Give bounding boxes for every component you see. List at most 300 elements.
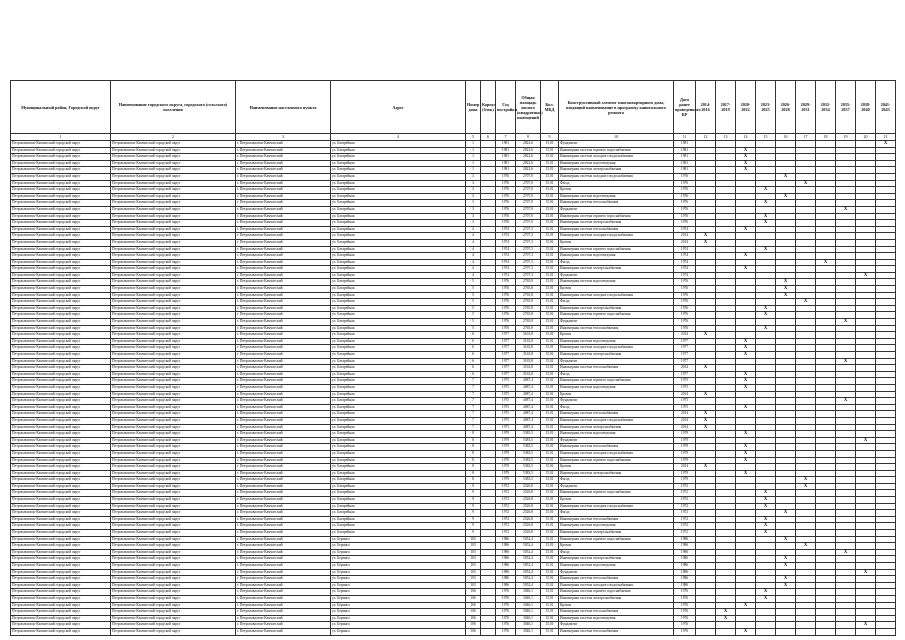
year-mark-cell — [856, 549, 876, 556]
year-mark-cell — [836, 628, 856, 635]
year-mark-cell — [716, 424, 736, 431]
year-mark-cell — [716, 549, 736, 556]
table-cell: Инженерная система горячего водоснабжения — [559, 536, 674, 543]
year-mark-cell — [856, 576, 876, 583]
table-cell: Инженерная система электроснабжения — [559, 352, 674, 359]
table-cell: Инженерная система холодного водоснабжения — [559, 503, 674, 510]
year-mark-cell — [876, 622, 896, 629]
table-cell: ул. Батарейная — [331, 325, 466, 332]
table-cell: Инженерная система электроснабжения — [559, 470, 674, 477]
table-cell: Петропавловск-Камчатский городской округ — [11, 543, 111, 550]
table-cell: 15,01 — [541, 595, 559, 602]
table-cell: 15,01 — [541, 160, 559, 167]
table-cell: г. Петропавловск-Камчатский — [236, 220, 331, 227]
year-mark-cell — [736, 200, 756, 207]
year-mark-cell — [836, 332, 856, 339]
table-cell: 1977 — [496, 371, 516, 378]
table-row — [11, 622, 896, 629]
year-mark-cell — [716, 483, 736, 490]
table-cell — [481, 319, 496, 326]
year-mark-cell — [736, 206, 756, 213]
year-mark-cell — [756, 239, 776, 246]
year-mark-cell — [816, 292, 836, 299]
table-cell: 1 — [466, 147, 481, 154]
table-cell: г. Петропавловск-Камчатский — [236, 510, 331, 517]
table-row — [11, 602, 896, 609]
table-cell: 1976 — [674, 286, 696, 293]
year-mark-cell — [756, 437, 776, 444]
table-cell: г. Петропавловск-Камчатский — [236, 602, 331, 609]
table-cell: Петропавловск-Камчатский городской округ — [11, 206, 111, 213]
year-mark-cell: X — [736, 450, 756, 457]
column-number: 2 — [111, 134, 236, 141]
table-cell: 1976 — [496, 602, 516, 609]
table-row — [11, 464, 896, 471]
year-mark-cell — [756, 319, 776, 326]
year-mark-cell — [716, 319, 736, 326]
year-mark-cell — [876, 470, 896, 477]
year-mark-cell: X — [856, 622, 876, 629]
year-mark-cell — [816, 358, 836, 365]
column-header: Кол. МКД — [541, 81, 559, 134]
table-body — [11, 141, 896, 636]
table-cell — [481, 173, 496, 180]
year-mark-cell — [876, 523, 896, 530]
year-mark-cell: X — [776, 582, 796, 589]
year-mark-cell — [776, 338, 796, 345]
table-cell: г. Петропавловск-Камчатский — [236, 239, 331, 246]
table-cell: ул. Беринга — [331, 536, 466, 543]
year-mark-cell — [856, 384, 876, 391]
table-cell: г. Петропавловск-Камчатский — [236, 193, 331, 200]
table-cell: 5052,4 — [516, 543, 541, 550]
year-mark-cell: X — [776, 173, 796, 180]
year-mark-cell — [796, 193, 816, 200]
year-mark-cell — [876, 226, 896, 233]
table-row — [11, 457, 896, 464]
year-mark-cell — [736, 180, 756, 187]
year-mark-cell — [816, 332, 836, 339]
table-cell: 2526,8 — [516, 483, 541, 490]
table-cell: 1981 — [496, 147, 516, 154]
table-cell: Фундамент — [559, 319, 674, 326]
table-row — [11, 312, 896, 319]
table-cell: г. Петропавловск-Камчатский — [236, 464, 331, 471]
year-mark-cell — [796, 602, 816, 609]
table-cell: 8 — [466, 437, 481, 444]
table-cell: г. Петропавловск-Камчатский — [236, 411, 331, 418]
table-cell: Петропавловск-Камчатский городской округ — [11, 253, 111, 260]
year-mark-cell — [796, 470, 816, 477]
year-mark-cell — [696, 338, 716, 345]
table-cell: 15,01 — [541, 503, 559, 510]
table-cell: 1975 — [496, 417, 516, 424]
table-row — [11, 200, 896, 207]
year-mark-cell — [716, 523, 736, 530]
year-mark-cell — [856, 312, 876, 319]
year-mark-cell — [816, 200, 836, 207]
year-mark-cell — [836, 615, 856, 622]
year-mark-cell: X — [756, 325, 776, 332]
table-cell: Петропавловск-Камчатский городской округ — [111, 345, 236, 352]
year-mark-cell — [816, 286, 836, 293]
year-mark-cell — [796, 609, 816, 616]
table-cell: ул. Батарейная — [331, 213, 466, 220]
year-mark-cell — [876, 259, 896, 266]
table-cell: 2526,8 — [516, 516, 541, 523]
year-mark-cell — [796, 187, 816, 194]
table-cell: 15,01 — [541, 213, 559, 220]
table-cell: 5052,4 — [516, 556, 541, 563]
table-cell: 1974 — [674, 272, 696, 279]
table-cell: Инженерная система горячего водоснабжения — [559, 213, 674, 220]
table-cell: Инженерная система горячего водоснабжения — [559, 378, 674, 385]
table-cell — [481, 464, 496, 471]
year-mark-cell — [736, 543, 756, 550]
table-cell: Петропавловск-Камчатский городской округ — [11, 226, 111, 233]
year-mark-cell — [876, 450, 896, 457]
table-cell: 103 — [466, 543, 481, 550]
year-mark-cell — [836, 338, 856, 345]
table-row — [11, 483, 896, 490]
year-mark-cell — [756, 563, 776, 570]
table-cell: 7 — [466, 417, 481, 424]
table-cell: 1972 — [496, 503, 516, 510]
table-cell: Петропавловск-Камчатский городской округ — [11, 233, 111, 240]
year-mark-cell — [796, 378, 816, 385]
table-cell: Петропавловск-Камчатский городской округ — [111, 299, 236, 306]
table-cell: Петропавловск-Камчатский городской округ — [11, 569, 111, 576]
year-mark-cell — [736, 530, 756, 537]
table-cell: Кровля — [559, 497, 674, 504]
column-header: 2032-2034 — [816, 81, 836, 134]
table-cell: Петропавловск-Камчатский городской округ — [11, 464, 111, 471]
table-cell: Петропавловск-Камчатский городской округ — [111, 523, 236, 530]
year-mark-cell — [796, 371, 816, 378]
year-mark-cell — [716, 490, 736, 497]
table-cell: Петропавловск-Камчатский городской округ — [111, 325, 236, 332]
table-cell: Кровля — [559, 187, 674, 194]
year-mark-cell — [736, 595, 756, 602]
year-mark-cell — [696, 266, 716, 273]
year-mark-cell — [736, 213, 756, 220]
table-cell: 2707,0 — [516, 173, 541, 180]
table-cell: Петропавловск-Камчатский городской округ — [11, 536, 111, 543]
year-mark-cell — [776, 365, 796, 372]
year-mark-cell — [696, 609, 716, 616]
year-mark-cell — [736, 497, 756, 504]
year-mark-cell — [856, 516, 876, 523]
table-cell: Петропавловск-Камчатский городской округ — [111, 595, 236, 602]
table-cell: 15,01 — [541, 628, 559, 635]
table-cell: 15,01 — [541, 556, 559, 563]
year-mark-cell — [776, 483, 796, 490]
year-mark-cell — [876, 398, 896, 405]
table-cell: Петропавловск-Камчатский городской округ — [11, 141, 111, 148]
year-mark-cell — [716, 450, 736, 457]
table-cell: 1976 — [496, 200, 516, 207]
year-mark-cell — [696, 292, 716, 299]
year-mark-cell — [776, 470, 796, 477]
table-cell: 1976 — [674, 292, 696, 299]
table-cell: 15,01 — [541, 431, 559, 438]
year-mark-cell — [876, 497, 896, 504]
table-cell: ул. Батарейная — [331, 483, 466, 490]
table-cell: ул. Беринга — [331, 609, 466, 616]
year-mark-cell — [716, 576, 736, 583]
table-cell: 15,01 — [541, 563, 559, 570]
year-mark-cell: X — [776, 286, 796, 293]
year-mark-cell — [756, 628, 776, 635]
year-mark-cell — [856, 141, 876, 148]
table-cell: г. Петропавловск-Камчатский — [236, 470, 331, 477]
table-cell: г. Петропавловск-Камчатский — [236, 569, 331, 576]
table-cell: Петропавловск-Камчатский городской округ — [111, 437, 236, 444]
year-mark-cell — [876, 371, 896, 378]
table-cell: ул. Батарейная — [331, 431, 466, 438]
year-mark-cell — [716, 259, 736, 266]
year-mark-cell — [836, 437, 856, 444]
year-mark-cell: X — [756, 595, 776, 602]
table-cell: 1979 — [674, 437, 696, 444]
table-cell — [481, 233, 496, 240]
table-cell: Петропавловск-Камчатский городской округ — [11, 213, 111, 220]
table-cell: 1981 — [674, 167, 696, 174]
table-cell: 15,01 — [541, 352, 559, 359]
year-mark-cell: X — [756, 312, 776, 319]
table-cell: г. Петропавловск-Камчатский — [236, 325, 331, 332]
year-mark-cell — [816, 239, 836, 246]
table-cell: 1981 — [496, 167, 516, 174]
year-mark-cell — [736, 510, 756, 517]
table-row — [11, 543, 896, 550]
year-mark-cell — [756, 556, 776, 563]
year-mark-cell — [856, 628, 876, 635]
table-cell: Инженерная система электроснабжения — [559, 556, 674, 563]
table-cell: Петропавловск-Камчатский городской округ — [11, 602, 111, 609]
table-row — [11, 582, 896, 589]
year-mark-cell — [816, 431, 836, 438]
table-cell: ул. Беринга — [331, 628, 466, 635]
year-mark-cell — [776, 259, 796, 266]
table-cell: 1981 — [674, 147, 696, 154]
table-cell: 1981 — [674, 160, 696, 167]
table-cell: 1977 — [496, 338, 516, 345]
year-mark-cell — [756, 193, 776, 200]
table-cell: ул. Беринга — [331, 582, 466, 589]
table-cell: ул. Батарейная — [331, 523, 466, 530]
table-cell: Петропавловск-Камчатский городской округ — [111, 411, 236, 418]
table-cell: г. Петропавловск-Камчатский — [236, 391, 331, 398]
table-cell — [481, 424, 496, 431]
table-cell: 1976 — [496, 595, 516, 602]
table-cell: 15,01 — [541, 371, 559, 378]
table-cell: г. Петропавловск-Камчатский — [236, 173, 331, 180]
table-cell: 15,01 — [541, 457, 559, 464]
table-cell: 1977 — [674, 358, 696, 365]
table-cell: 1976 — [674, 206, 696, 213]
year-mark-cell — [876, 404, 896, 411]
year-mark-cell — [756, 352, 776, 359]
year-mark-cell — [816, 582, 836, 589]
table-cell: ул. Батарейная — [331, 384, 466, 391]
table-cell: 1976 — [496, 589, 516, 596]
table-cell: г. Петропавловск-Камчатский — [236, 266, 331, 273]
year-mark-cell — [756, 233, 776, 240]
table-cell: 1981 — [496, 154, 516, 161]
table-cell — [481, 444, 496, 451]
year-mark-cell — [876, 200, 896, 207]
year-mark-cell — [876, 292, 896, 299]
year-mark-cell — [716, 200, 736, 207]
year-mark-cell — [756, 404, 776, 411]
year-mark-cell — [756, 450, 776, 457]
table-cell: Петропавловск-Камчатский городской округ — [111, 536, 236, 543]
table-cell: 4087,4 — [516, 411, 541, 418]
year-mark-cell — [816, 187, 836, 194]
table-cell: 1977 — [496, 352, 516, 359]
year-mark-cell — [736, 173, 756, 180]
year-mark-cell — [836, 609, 856, 616]
year-mark-cell — [696, 325, 716, 332]
year-mark-cell: X — [756, 516, 776, 523]
year-mark-cell — [756, 338, 776, 345]
table-cell: 15,01 — [541, 516, 559, 523]
year-mark-cell — [696, 576, 716, 583]
year-mark-cell — [856, 391, 876, 398]
year-mark-cell — [756, 602, 776, 609]
year-mark-cell — [816, 391, 836, 398]
table-cell: Петропавловск-Камчатский городской округ — [111, 141, 236, 148]
table-cell: 1981 — [496, 160, 516, 167]
table-cell — [481, 609, 496, 616]
table-cell: 5383,5 — [516, 470, 541, 477]
year-mark-cell — [776, 246, 796, 253]
year-mark-cell — [736, 398, 756, 405]
table-cell: 1979 — [674, 470, 696, 477]
table-cell: 2822,6 — [516, 147, 541, 154]
year-mark-cell — [876, 503, 896, 510]
table-cell: 4 — [466, 239, 481, 246]
year-mark-cell — [716, 279, 736, 286]
table-cell: Инженерная система горячего водоснабжения — [559, 457, 674, 464]
year-mark-cell — [876, 569, 896, 576]
table-cell: Петропавловск-Камчатский городской округ — [111, 556, 236, 563]
table-cell: 15,01 — [541, 510, 559, 517]
year-mark-cell — [876, 365, 896, 372]
table-cell — [481, 312, 496, 319]
table-cell: Фундамент — [559, 206, 674, 213]
year-mark-cell: X — [736, 147, 756, 154]
column-number: 11 — [674, 134, 696, 141]
year-mark-cell — [736, 563, 756, 570]
year-mark-cell — [836, 576, 856, 583]
table-cell: г. Петропавловск-Камчатский — [236, 352, 331, 359]
year-mark-cell: X — [796, 543, 816, 550]
table-cell: 2707,3 — [516, 272, 541, 279]
table-cell: ул. Батарейная — [331, 417, 466, 424]
table-cell: Инженерная система водоотведения — [559, 615, 674, 622]
year-mark-cell — [756, 141, 776, 148]
table-cell — [481, 576, 496, 583]
year-mark-cell — [816, 503, 836, 510]
table-cell: ул. Беринга — [331, 563, 466, 570]
year-mark-cell — [856, 371, 876, 378]
table-cell: ул. Батарейная — [331, 497, 466, 504]
table-cell: Инженерная система холодного водоснабжения — [559, 417, 674, 424]
year-mark-cell — [796, 365, 816, 372]
year-mark-cell — [736, 319, 756, 326]
table-cell: г. Петропавловск-Камчатский — [236, 483, 331, 490]
year-mark-cell — [696, 549, 716, 556]
table-cell: г. Петропавловск-Камчатский — [236, 595, 331, 602]
year-mark-cell — [816, 569, 836, 576]
year-mark-cell — [856, 279, 876, 286]
table-cell: 4 — [466, 253, 481, 260]
table-cell: 15,01 — [541, 167, 559, 174]
year-mark-cell — [696, 173, 716, 180]
year-mark-cell — [796, 503, 816, 510]
table-cell: 15,01 — [541, 173, 559, 180]
year-mark-cell — [716, 464, 736, 471]
table-cell — [481, 299, 496, 306]
table-row — [11, 404, 896, 411]
year-mark-cell — [716, 595, 736, 602]
table-cell: Петропавловск-Камчатский городской округ — [11, 239, 111, 246]
year-mark-cell — [696, 431, 716, 438]
year-mark-cell — [876, 490, 896, 497]
year-mark-cell — [716, 233, 736, 240]
year-mark-cell — [816, 457, 836, 464]
table-cell: 1979 — [496, 444, 516, 451]
table-row — [11, 206, 896, 213]
year-mark-cell — [716, 516, 736, 523]
year-mark-cell — [716, 503, 736, 510]
year-mark-cell — [776, 371, 796, 378]
year-mark-cell — [716, 457, 736, 464]
year-mark-cell — [776, 325, 796, 332]
year-mark-cell — [796, 457, 816, 464]
year-mark-cell — [816, 325, 836, 332]
year-mark-cell — [736, 299, 756, 306]
table-cell — [481, 417, 496, 424]
table-cell: Фундамент — [559, 141, 674, 148]
year-mark-cell — [736, 239, 756, 246]
year-mark-cell — [876, 332, 896, 339]
year-mark-cell — [796, 444, 816, 451]
year-mark-cell — [776, 549, 796, 556]
year-mark-cell — [716, 266, 736, 273]
table-cell: г. Петропавловск-Камчатский — [236, 160, 331, 167]
year-mark-cell — [716, 582, 736, 589]
year-mark-cell — [776, 141, 796, 148]
table-row — [11, 490, 896, 497]
year-mark-cell — [696, 371, 716, 378]
year-mark-cell — [876, 253, 896, 260]
year-mark-cell — [776, 239, 796, 246]
year-mark-cell — [836, 595, 856, 602]
year-mark-cell: X — [736, 253, 756, 260]
year-mark-cell: X — [836, 549, 856, 556]
year-mark-cell — [716, 147, 736, 154]
year-mark-cell — [856, 411, 876, 418]
year-mark-cell — [816, 398, 836, 405]
year-mark-cell — [696, 286, 716, 293]
table-cell: 2822,6 — [516, 141, 541, 148]
year-mark-cell: X — [796, 299, 816, 306]
table-cell — [481, 411, 496, 418]
table-cell: 4 — [466, 272, 481, 279]
